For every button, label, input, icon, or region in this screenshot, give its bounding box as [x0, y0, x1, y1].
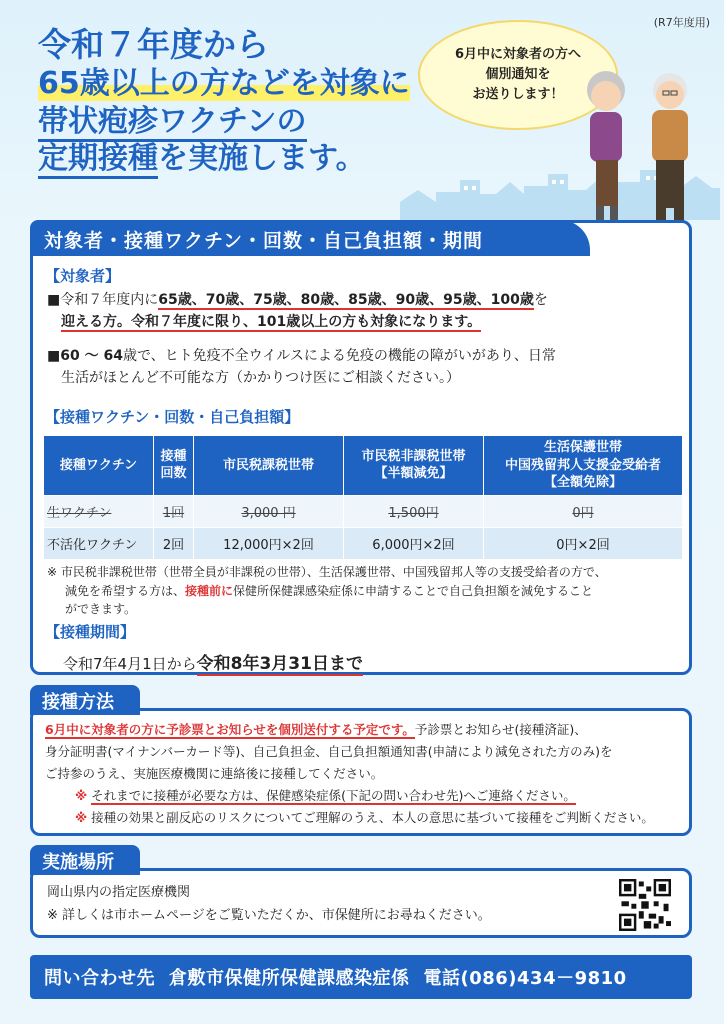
contact-phone[interactable]: 電話(086)434－9810	[423, 968, 627, 989]
target-ages: 65歳、70歳、75歳、80歳、85歳、90歳、95歳、100歳	[158, 292, 534, 308]
table-row: 不活化ワクチン 2回 12,000円×2回 6,000円×2回 0円×2回	[44, 527, 683, 559]
title-line-4b: を実施します。	[158, 141, 366, 177]
location-line-1: 岡山県内の指定医療機関	[47, 885, 191, 900]
period-title: 【接種期間】	[45, 623, 136, 641]
method-note-1: それまでに接種が必要な方は、保健感染症係(下記の問い合わせ先)へご連絡ください。	[91, 787, 576, 803]
qr-code-icon[interactable]	[619, 879, 671, 931]
target-2: ■60 ～ 64歳で、ヒト免疫不全ウイルスによる免疫の機能の障がいがあり、日常 生活がほとんど不可能な方（かかりつけ医にご相談ください。）	[47, 348, 556, 387]
elderly-couple-illustration	[570, 60, 710, 230]
table-header: 市民税課税世帯	[194, 436, 344, 496]
table-header: 接種 回数	[154, 436, 194, 496]
bubble-line-3: お送りします！	[472, 87, 564, 103]
bubble-line-2: 個別通知を	[485, 66, 551, 82]
table-header: 接種ワクチン	[44, 436, 154, 496]
table-header: 生活保護世帯 中国残留邦人支援金受給者 【全額免除】	[484, 436, 683, 496]
table-header: 市民税非課税世帯 【半額減免】	[344, 436, 484, 496]
method-note-2: 接種の効果と副反応のリスクについてご理解のうえ、本人の意思に基づいて接種をご判断ください。	[91, 809, 654, 825]
contact-office: 倉敷市保健所保健課感染症係	[169, 968, 410, 989]
method-body: 6月中に対象者の方に予診票とお知らせを個別送付する予定です。予診票とお知らせ(接種済証)、 身分証明書(マイナンバーカード等)、自己負担金、自己負担額通知書(申請により減免された方のみ)を ご持参のうえ、実施医療機関に連絡後に接種してください。 ※ それまでに接種が必要な方は、保健感染症係(下記の問い合わせ先)へご連絡ください。 ※ 接種の効果と副反応のリスクについてご理解のうえ、本人の意思に基づいて接種をご判断ください。	[45, 722, 654, 825]
location-section	[30, 852, 692, 938]
target-1-cont: 迎える方。令和７年度に限り、101歳以上の方も対象になります。	[61, 314, 482, 331]
period-end: 令和8年3月31日まで	[196, 654, 363, 674]
eligibility-heading: 対象者・接種ワクチン・回数・自己負担額・期間	[30, 220, 590, 256]
target-1: ■令和７年度内に65歳、70歳、75歳、80歳、85歳、90歳、95歳、100歳を 迎える方。令和７年度に限り、101歳以上の方も対象になります。	[47, 292, 548, 331]
target-title: 【対象者】	[45, 267, 121, 285]
contact-bar	[30, 955, 692, 999]
location-heading: 実施場所	[30, 845, 140, 875]
vaccine-cost-table	[43, 435, 683, 560]
eligibility-section	[30, 220, 692, 675]
vaccine-title: 【接種ワクチン・回数・自己負担額】	[45, 408, 300, 426]
method-section	[30, 692, 692, 836]
contact-label: 問い合わせ先	[44, 968, 155, 989]
bubble-line-1: 6月中に対象者の方へ	[454, 46, 582, 62]
reduction-note: ※ 市民税非課税世帯（世帯全員が非課税の世帯）、生活保護世帯、中国残留邦人等の支援受給者の方で、 減免を希望する方は、接種前に保健所保健課感染症係に申請することで自己負担額を減免すること ができます。	[47, 565, 607, 617]
method-heading: 接種方法	[30, 685, 140, 715]
title-line-3: 帯状疱疹ワクチンの	[38, 104, 307, 142]
title-line-1: 令和７年度から	[38, 25, 269, 64]
main-title	[38, 24, 410, 178]
method-highlight: 6月中に対象者の方に予診票とお知らせを個別送付する予定です。	[45, 722, 415, 737]
table-row: 生ワクチン 1回 3,000 円 1,500円 0円	[44, 495, 683, 527]
location-line-2: ※ 詳しくは市ホームページをご覧いただくか、市保健所にお尋ねください。	[47, 908, 491, 924]
vaccination-period: 令和7年4月1日から令和8年3月31日まで	[63, 654, 363, 674]
title-line-2: 65歳以上の方などを対象に	[38, 66, 410, 102]
title-line-4a: 定期接種	[38, 141, 158, 179]
fiscal-year-label: (R7年度用)	[653, 16, 710, 29]
note-highlight: 接種前に	[185, 583, 234, 598]
